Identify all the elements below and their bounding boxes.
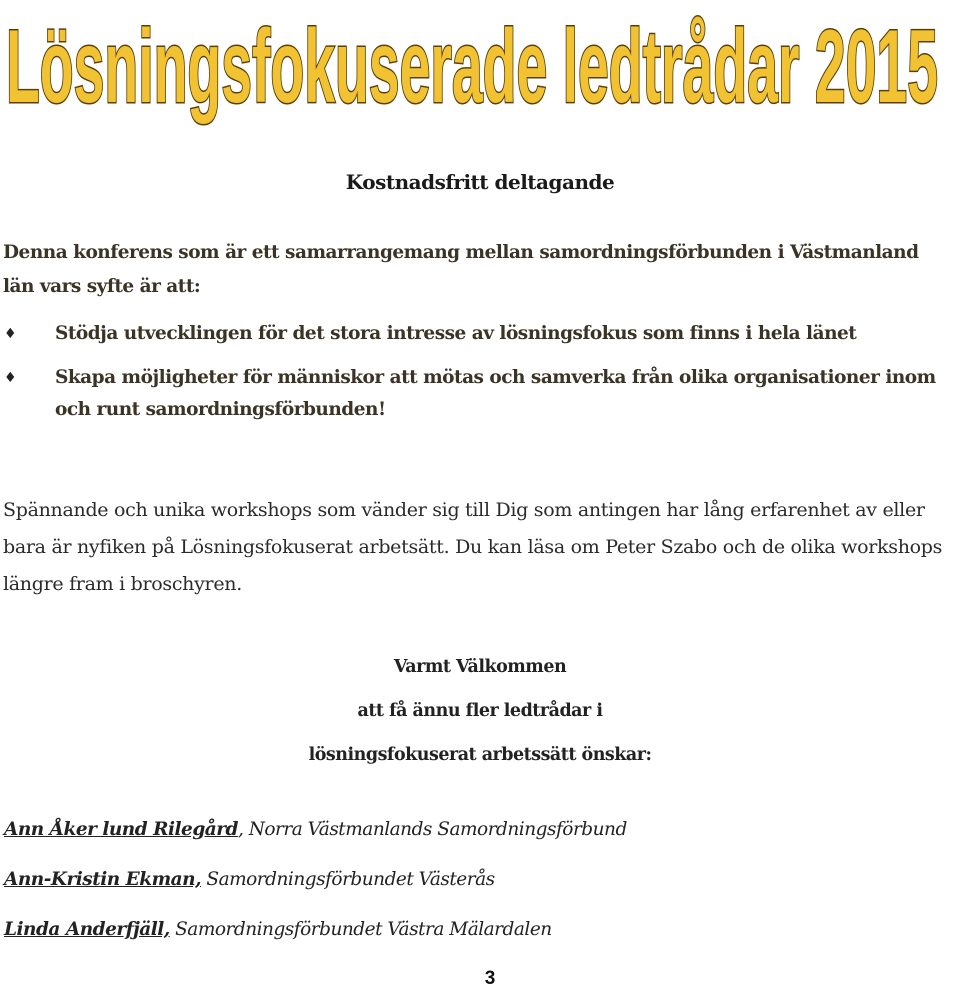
- signature-name: Linda Anderfjäll,: [4, 919, 170, 940]
- intro-text: Denna konferens som är ett samarrangemang mellan samordningsförbunden i Västmanland län vars syfte är att:: [3, 242, 919, 297]
- signature-row: [4, 912, 944, 962]
- page-number: 3: [484, 968, 496, 989]
- page-title: [0, 0, 960, 130]
- welcome-line: att få ännu fler ledtrådar i: [357, 701, 603, 721]
- diamond-bullet-icon: ♦: [4, 370, 17, 386]
- welcome-line: lösningsfokuserat arbetssätt önskar:: [308, 745, 652, 765]
- subheading: Kostnadsfritt deltagande: [345, 170, 615, 194]
- goal-text: Skapa möjligheter för människor att mötas och samverka från olika organisationer inom och runt samordningsförbunden!: [55, 367, 936, 420]
- list-item: [0, 318, 940, 350]
- signature-row: [4, 812, 944, 862]
- signature-org: Samordningsförbundet Västerås: [201, 869, 495, 890]
- goals-list: [0, 318, 940, 438]
- welcome-block: [0, 652, 960, 784]
- signature-org: Samordningsförbundet Västra Mälardalen: [169, 919, 552, 940]
- welcome-line: Varmt Välkommen: [393, 657, 567, 677]
- signature-org: , Norra Västmanlands Samordningsförbund: [237, 819, 627, 840]
- goal-text: Stödja utvecklingen för det stora intresse av lösningsfokus som finns i hela länet: [55, 323, 857, 344]
- title-wordart: [0, 0, 960, 130]
- signature-row: [4, 862, 944, 912]
- diamond-bullet-icon: ♦: [4, 326, 17, 342]
- title-text: Lösningsfokuserade ledtrådar 2015: [6, 9, 938, 125]
- signatures: [4, 812, 944, 962]
- signature-name: Ann Åker lund Rilegård: [4, 819, 238, 840]
- workshops-paragraph: Spännande och unika workshops som vänder sig till Dig som antingen har lång erfarenhet av eller bara är nyfiken på Lösningsfokuserat arbetsätt. Du kan läsa om Peter Szabo och de olika workshops längre fram i broschyren.: [3, 499, 943, 595]
- list-item: [0, 362, 940, 426]
- signature-name: Ann-Kristin Ekman,: [4, 869, 202, 890]
